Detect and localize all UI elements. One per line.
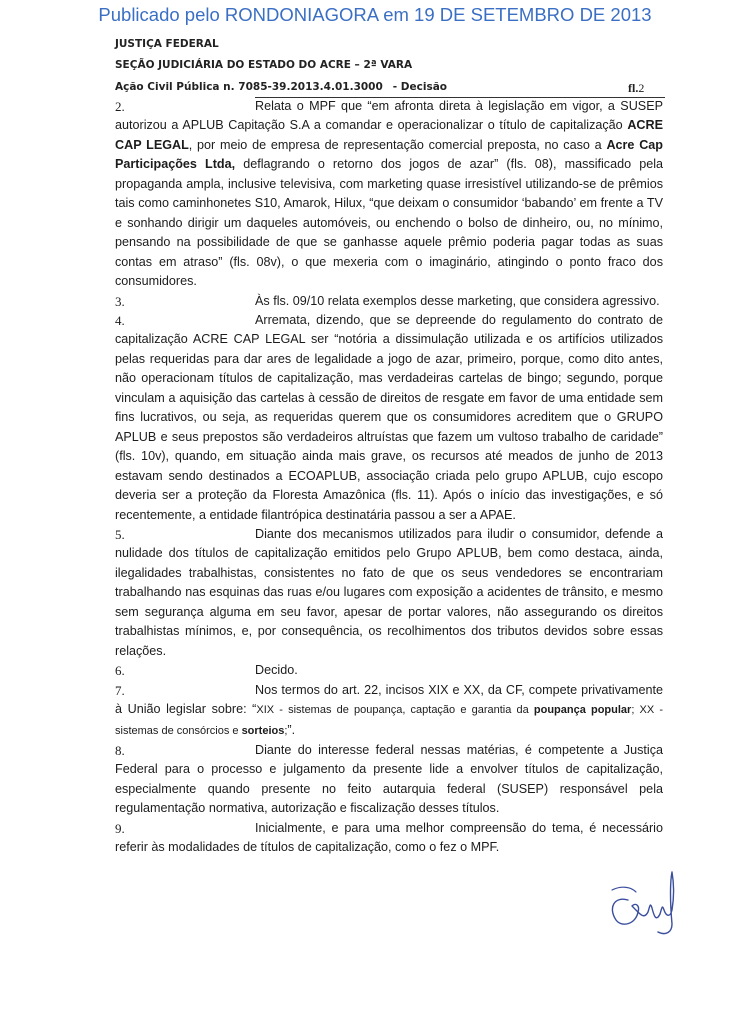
paragraph-7 <box>115 681 663 741</box>
paragraph-9 <box>115 819 663 858</box>
paragraph-text: Inicialmente, e para uma melhor compreensão do tema, é necessário referir às modalidades de títulos de capitalização, como o fez o MPF. <box>115 820 663 855</box>
text-bold-run: ACRE CAP LEGAL <box>115 118 663 152</box>
text-bold-run: poupança popular <box>533 704 632 717</box>
text-run: Relata o MPF que “em afronta direta à legislação em vigor, a SUSEP autorizou a APLUB Capitação S.A a comandar e operacionalizar o título de capitalização <box>115 99 663 133</box>
paragraph-text: Decido. <box>255 663 298 678</box>
paragraph-8 <box>115 741 663 819</box>
paragraph-number: 9. <box>115 820 125 836</box>
paragraph-number: 2. <box>115 99 125 114</box>
header-section: SEÇÃO JUDICIÁRIA DO ESTADO DO ACRE – 2ª VARA <box>115 59 413 71</box>
paragraph-2 <box>115 97 663 292</box>
paragraph-number: 7. <box>115 682 125 698</box>
paragraph-text: Diante dos mecanismos utilizados para iludir o consumidor, defende a nulidade dos títulos de capitalização emitidos pelo Grupo APLUB, bem como destaca, ainda, ilegalidades trabalhistas, consistentes no fato de que os seus vendedores se encontrariam trabalhando nas esquinas das ruas e/ou lugares com exposição a acidentes de trânsito, e mesmo sem segurança alguma em seu favor, apesar de portar valores, não assegurando os direitos trabalhistas mínimos, e, por consequência, os recolhimentos dos tributos devidos sobre essas relações. <box>115 526 663 658</box>
paragraph-number: 5. <box>115 526 125 542</box>
text-bold-run: Acre Cap Participações Ltda, <box>115 137 663 172</box>
paragraph-text <box>115 681 663 741</box>
paragraph-number: 4. <box>115 312 125 328</box>
text-quote-run: XIX - sistemas de poupança, captação e garantia da <box>256 704 534 717</box>
text-quote-run: ; XX - sistemas de consórcios e <box>115 704 664 737</box>
document-type: - Decisão <box>392 81 448 93</box>
paragraph-number: 3. <box>115 293 125 309</box>
text-run: deflagrando o retorno dos jogos de azar” (fls. 08), massificado pela propaganda ampla, inclusive televisiva, com marketing quase irresistível utilizando-se de prêmios tais como caminhonetes S10, Amarok, Hilux, “que deixam o consumidor ‘babando’ em frente a TV e sonhando dirigir um daqueles automóveis, ou enchendo o bolso de dinheiro, ou, no mínimo, pensando na possibilidade de que se ganhasse aquele prêmio poderia pagar todas as suas contas em atraso” (fls. 08v), o que mexeria com o imaginário, atingindo o ponto fraco dos consumidores. <box>115 157 664 289</box>
paragraph-number: 6. <box>115 663 125 679</box>
page-label: fl. <box>628 81 639 95</box>
page-number <box>628 81 644 96</box>
text-run: ”. <box>287 722 296 737</box>
text-quote-run: ; <box>284 724 288 737</box>
text-run: , por meio de empresa de representação comercial preposta, no caso a <box>188 137 607 152</box>
paragraph-text: Arremata, dizendo, que se depreende do regulamento do contrato de capitalização ACRE CAP LEGAL ser “notória a dissimulação utilizada e os artifícios utilizados pelas requeridas para dar ares de legalidade a jogo de azar, primeiro, porque, como dito antes, não operacionam títulos de capitalização, mas verdadeiras cartelas de bingo; segundo, porque vinculam a aquisição das cartelas à cessão de direitos de resgate em favor de uma entidade sem fins lucrativos, ou seja, as requeridas querem que os consumidores acreditem que o GRUPO APLUB e seus prepostos são verdadeiros altruístas que fazem um vultoso trabalho de caridade” (fls. 10v), quando, em situação ainda mais grave, os recursos até meados de junho de 2013 estavam sendo destinados a ECOAPLUB, associação criada pelo grupo APLUB, cujo escopo deveria ser a proteção da Floresta Amazônica (fls. 11). Após o início das investigações, e só recentemente, a entidade filantrópica destinatária passou a ser a APAE. <box>115 312 663 522</box>
paragraph-text: Diante do interesse federal nessas matérias, é competente a Justiça Federal para o processo e julgamento da presente lide a envolver títulos de capitalização, especialmente quando presente no feito autarquia federal (SUSEP) responsável pela regulamentação normativa, autorização e fiscalização desses títulos. <box>115 742 663 816</box>
handwritten-signature-icon <box>600 862 690 942</box>
paragraph-text: Às fls. 09/10 relata exemplos desse marketing, que considera agressivo. <box>255 293 660 308</box>
paragraph-3 <box>115 292 663 311</box>
paragraph-4 <box>115 311 663 525</box>
page-number-value: 2 <box>638 81 645 95</box>
paragraph-number: 8. <box>115 742 125 758</box>
text-run: Nos termos do art. 22, incisos XIX e XX, da CF, compete privativamente à União legislar sobre: “ <box>115 682 663 717</box>
paragraph-6 <box>115 661 663 680</box>
publication-banner: Publicado pelo RONDONIAGORA em 19 DE SETEMBRO DE 2013 <box>98 4 652 25</box>
document-body <box>115 97 663 858</box>
paragraph-text <box>115 97 663 292</box>
text-bold-run: sorteios <box>241 724 285 737</box>
paragraph-5 <box>115 525 663 661</box>
header-case <box>115 81 447 93</box>
case-number: Ação Civil Pública n. 7085-39.2013.4.01.3000 <box>115 81 383 93</box>
header-court: JUSTIÇA FEDERAL <box>115 38 219 50</box>
